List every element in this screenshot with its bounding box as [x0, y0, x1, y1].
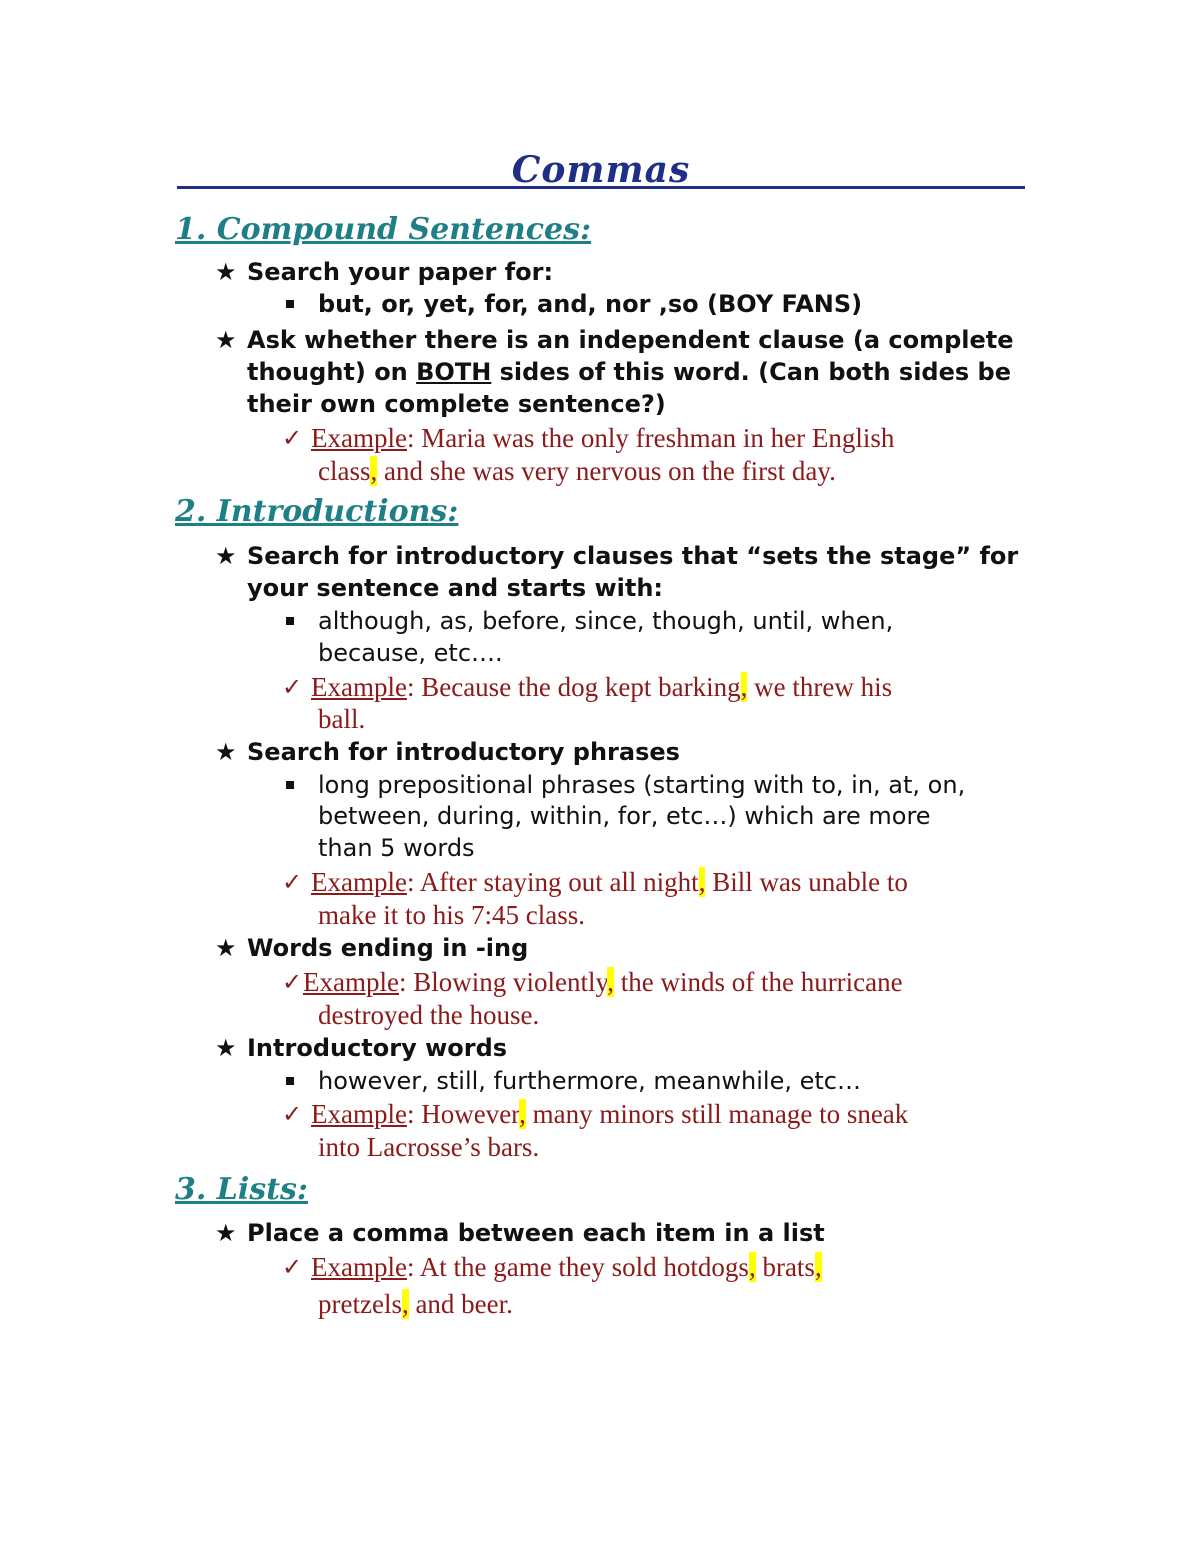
ask-text: sides of this word. (Can both sides be	[491, 358, 1011, 386]
intro-words-list: however, still, furthermore, meanwhile, etc…	[318, 1067, 861, 1095]
phrase-words-2: between, during, within, for, etc…) which are more	[318, 802, 931, 830]
example-label: Example	[311, 867, 407, 897]
example-text: pretzels	[318, 1289, 402, 1319]
star-bullet-icon: ★	[215, 1219, 237, 1247]
example-line: destroyed the house.	[318, 1000, 540, 1030]
highlighted-comma: ,	[698, 867, 706, 897]
example-line	[318, 455, 836, 488]
example-label: Example	[311, 1252, 407, 1282]
checkmark-icon: ✓	[282, 424, 303, 452]
checkmark-icon: ✓	[282, 968, 303, 996]
highlighted-comma: ,	[748, 1252, 756, 1282]
highlighted-comma: ,	[401, 1289, 409, 1319]
square-bullet-icon	[286, 300, 294, 308]
example-text: and she was very nervous on the first day.	[377, 456, 836, 486]
square-bullet-icon	[286, 781, 294, 789]
example-line	[311, 671, 892, 704]
checkmark-icon: ✓	[282, 1100, 303, 1128]
highlighted-comma: ,	[370, 456, 378, 486]
lists-rule-line: Place a comma between each item in a list	[247, 1219, 825, 1247]
clause-words-1: although, as, before, since, though, until, when,	[318, 607, 894, 635]
example-label: Example	[311, 1099, 407, 1129]
example-text: and beer.	[408, 1289, 513, 1319]
example-text: : However	[406, 1099, 520, 1129]
clauses-line-1: Search for introductory clauses that “sets the stage” for	[247, 542, 1019, 570]
example-label: Example	[303, 967, 399, 997]
ask-text: thought) on	[247, 358, 417, 386]
example-text: : At the game they sold hotdogs	[406, 1252, 749, 1282]
example-text: class	[318, 456, 371, 486]
section-heading-lists: 3. Lists:	[175, 1172, 308, 1207]
checkmark-icon: ✓	[282, 673, 303, 701]
clause-words-2: because, etc….	[318, 639, 503, 667]
ask-line-3: their own complete sentence?)	[247, 390, 666, 418]
star-bullet-icon: ★	[215, 326, 237, 354]
example-line	[311, 422, 894, 455]
example-text: the winds of the hurricane	[613, 967, 903, 997]
star-bullet-icon: ★	[215, 1034, 237, 1062]
emphasis-both: BOTH	[416, 358, 492, 386]
clauses-line-2: your sentence and starts with:	[247, 574, 664, 602]
example-label: Example	[311, 423, 407, 453]
square-bullet-icon	[286, 617, 294, 625]
page-title: Commas	[511, 149, 691, 191]
ask-line-2	[247, 356, 1011, 388]
example-text: Bill was unable to	[705, 867, 908, 897]
example-label: Example	[311, 672, 407, 702]
star-bullet-icon: ★	[215, 934, 237, 962]
section-heading-introductions: 2. Introductions:	[175, 494, 459, 529]
star-bullet-icon: ★	[215, 738, 237, 766]
example-line	[311, 1251, 822, 1284]
highlighted-comma: ,	[740, 672, 748, 702]
star-bullet-icon: ★	[215, 542, 237, 570]
highlighted-comma: ,	[814, 1252, 822, 1282]
example-text: brats	[755, 1252, 815, 1282]
phrases-line: Search for introductory phrases	[247, 738, 680, 766]
example-text: : After staying out all night	[406, 867, 699, 897]
example-text: we threw his	[747, 672, 893, 702]
highlighted-comma: ,	[519, 1099, 526, 1129]
example-line: make it to his 7:45 class.	[318, 900, 585, 930]
example-line	[311, 866, 908, 899]
example-line: into Lacrosse’s bars.	[318, 1132, 540, 1162]
ask-line-1: Ask whether there is an independent clause (a complete	[247, 326, 1014, 354]
example-line	[303, 966, 903, 999]
example-line	[318, 1288, 513, 1321]
square-bullet-icon	[286, 1077, 294, 1085]
example-text: : Maria was the only freshman in her English	[406, 423, 895, 453]
conjunctions-list: but, or, yet, for, and, nor ,so (BOY FANS)	[318, 290, 863, 318]
highlighted-comma: ,	[607, 967, 614, 997]
ing-line: Words ending in -ing	[247, 934, 529, 962]
bullet-search-paper: Search your paper for:	[247, 258, 554, 286]
intro-words-line: Introductory words	[247, 1034, 508, 1062]
phrase-words-3: than 5 words	[318, 834, 475, 862]
checkmark-icon: ✓	[282, 868, 303, 896]
phrase-words-1: long prepositional phrases (starting with to, in, at, on,	[318, 771, 966, 799]
example-text: : Blowing violently	[398, 967, 608, 997]
checkmark-icon: ✓	[282, 1253, 303, 1281]
section-heading-compound: 1. Compound Sentences:	[175, 212, 592, 247]
example-line	[311, 1098, 908, 1131]
example-text: many minors still manage to sneak	[525, 1099, 909, 1129]
star-bullet-icon: ★	[215, 258, 237, 286]
title-rule	[177, 186, 1025, 189]
example-line: ball.	[318, 704, 366, 734]
example-text: : Because the dog kept barking	[406, 672, 741, 702]
